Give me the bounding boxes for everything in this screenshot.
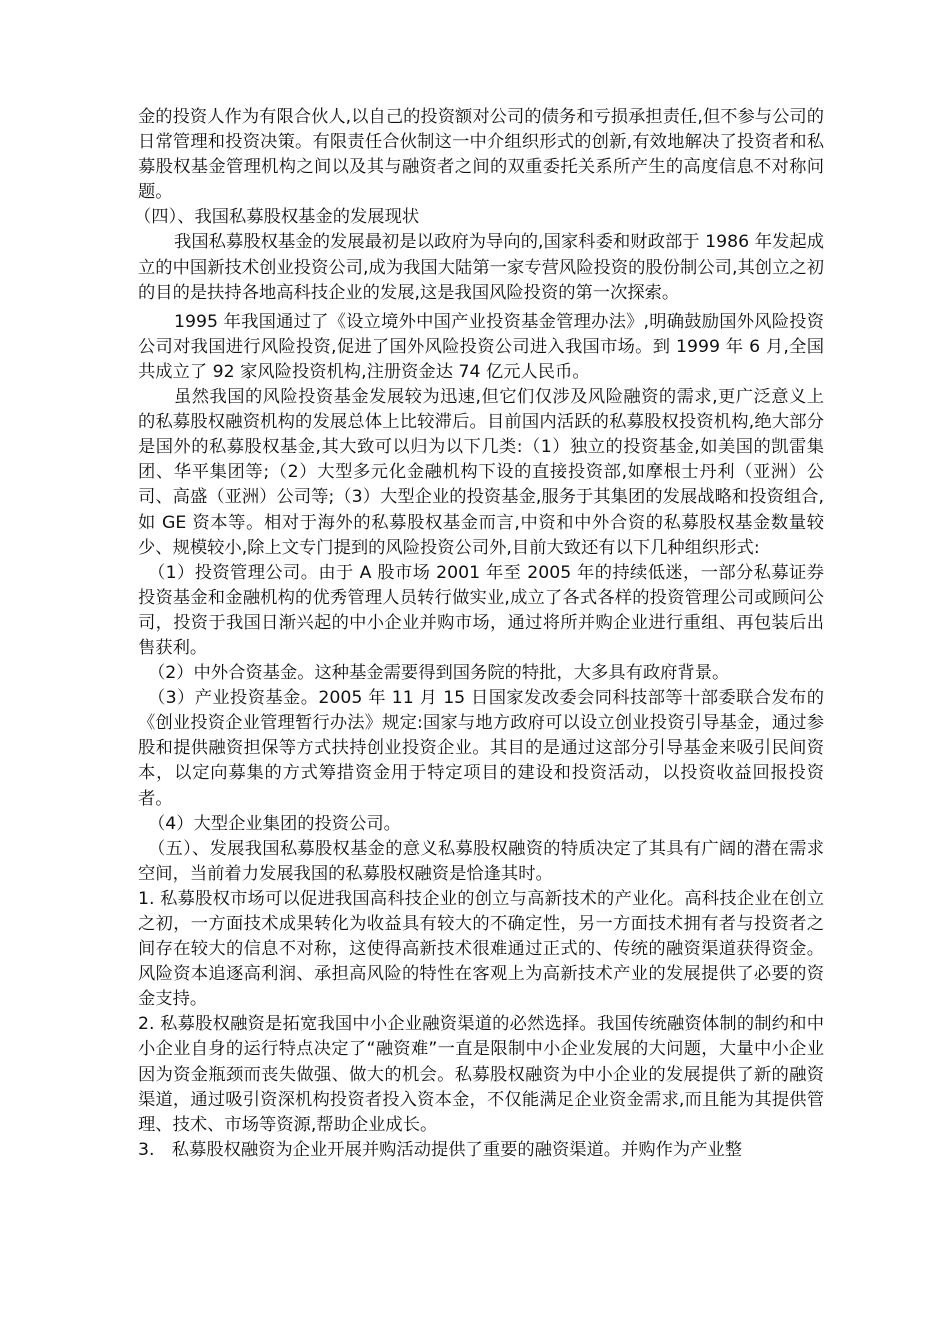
list-item-4: （4）大型企业集团的投资公司。 — [148, 813, 401, 834]
paragraph-3: 1995 年我国通过了《设立境外中国产业投资基金管理办法》,明确鼓励国外风险投资公司对我国进行风险投资,促进了国外风险投资公司进入我国市场。到 1999 年 6 月,全国共成立了 92 家风险投资机构,注册资金达 74 亿元人民币。 — [138, 311, 824, 382]
numbered-point-1: 1. 私募股权市场可以促进我国高科技企业的创立与高新技术的产业化。高科技企业在创立之初，一方面技术成果转化为收益具有较大的不确定性，另一方面技术拥有者与投资者之间存在较大的信息不对称，这使得高新技术很难通过正式的、传统的融资渠道获得资金。风险资本追逐高利润、承担高风险的特性在客观上为高新技术产业的发展提供了必要的资金支持。 — [138, 888, 824, 1010]
document-page — [134, 105, 824, 1163]
list-item-2: （2）中外合资基金。这种基金需要得到国务院的特批，大多具有政府背景。 — [148, 663, 730, 684]
paragraph-2: 我国私募股权基金的发展最初是以政府为导向的,国家科委和财政部于 1986 年发起成立的中国新技术创业投资公司,成为我国大陆第一家专营风险投资的股份制公司,其创立之初的目的是扶持各地高科技企业的发展,这是我国风险投资的第一次探索。 — [138, 232, 824, 303]
section-heading-5: （五）、发展我国私募股权基金的意义私募股权融资的特质决定了其具有广阔的潜在需求空间，当前着力发展我国的私募股权融资是恰逢其时。 — [138, 838, 824, 884]
list-item-1: （1）投资管理公司。由于 A 股市场 2001 年至 2005 年的持续低迷，一部分私募证券投资基金和金融机构的优秀管理人员转行做实业,成立了各式各样的投资管理公司或顾问公司，投资于我国日渐兴起的中小企业并购市场，通过将所并购企业进行重组、再包装后出售获利。 — [138, 562, 824, 658]
numbered-point-2: 2. 私募股权融资是拓宽我国中小企业融资渠道的必然选择。我国传统融资体制的制约和中小企业自身的运行特点决定了“融资难”一直是限制中小企业发展的大问题，大量中小企业因为资金瓶颈而丧失做强、做大的机会。私募股权融资为中小企业的发展提供了新的融资渠道，通过吸引资深机构投资者投入资本金，不仅能满足企业资金需求,而且能为其提供管理、技术、市场等资源,帮助企业成长。 — [138, 1014, 824, 1135]
list-item-3: （3）产业投资基金。2005 年 11 月 15 日国家发改委会同科技部等十部委联合发布的《创业投资企业管理暂行办法》规定:国家与地方政府可以设立创业投资引导基金，通过参股和提供融资担保等方式扶持创业投资企业。其目的是通过这部分引导基金来吸引民间资本，以定向募集的方式筹措资金用于特定项目的建设和投资活动，以投资收益回报投资者。 — [138, 688, 824, 809]
paragraph-4: 虽然我国的风险投资基金发展较为迅速,但它们仅涉及风险融资的需求,更广泛意义上的私募股权融资机构的发展总体上比较滞后。目前国内活跃的私募股权投资机构,绝大部分是国外的私募股权基金,其大致可以归为以下几类:（1）独立的投资基金,如美国的凯雷集团、华平集团等;（2）大型多元化金融机构下设的直接投资部,如摩根士丹利（亚洲）公司、高盛（亚洲）公司等;（3）大型企业的投资基金,服务于其集团的发展战略和投资组合,如 GE 资本等。相对于海外的私募股权基金而言,中资和中外合资的私募股权基金数量较少、规模较小,除上文专门提到的风险投资公司外,目前大致还有以下几种组织形式: — [138, 387, 824, 558]
section-heading-4: （四）、我国私募股权基金的发展现状 — [134, 207, 420, 228]
paragraph-1: 金的投资人作为有限合伙人,以自己的投资额对公司的债务和亏损承担责任,但不参与公司的日常管理和投资决策。有限责任合伙制这一中介组织形式的创新,有效地解决了投资者和私募股权基金管理机构之间以及其与融资者之间的双重委托关系所产生的高度信息不对称问题。 — [138, 107, 824, 203]
numbered-point-3: 3. 私募股权融资为企业开展并购活动提供了重要的融资渠道。并购作为产业整 — [138, 1139, 743, 1160]
